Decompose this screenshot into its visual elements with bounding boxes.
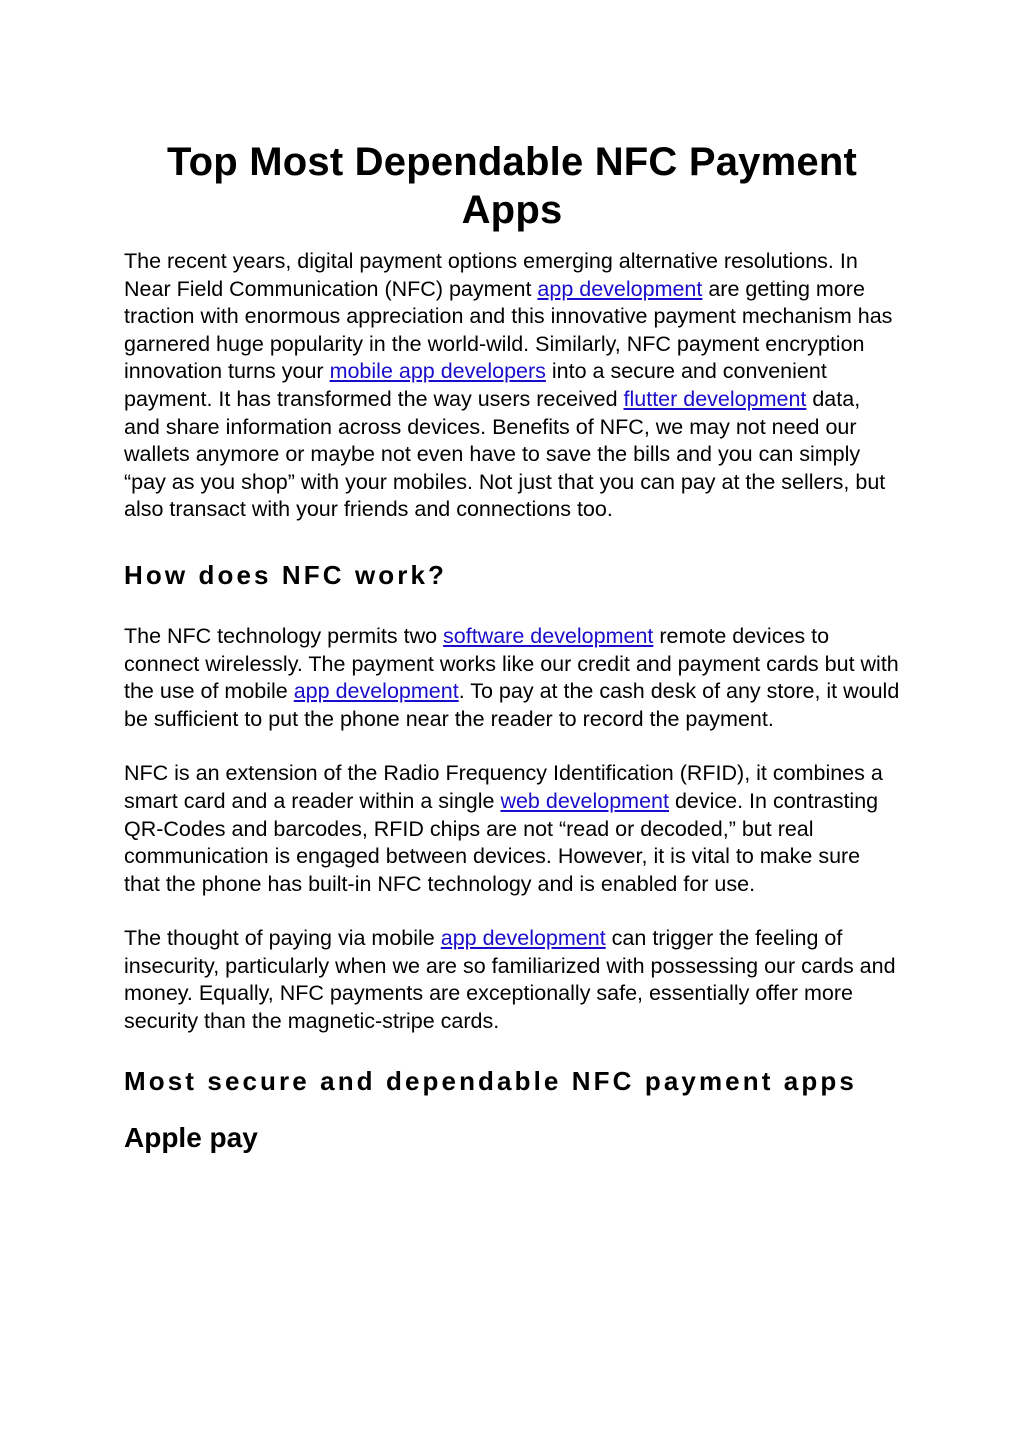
software-development-link[interactable]: software development [443,623,654,648]
intro-text-3: into a secure and convenient payment. It has transformed the way users received [124,359,827,411]
paragraph-text: device. In contrasting QR-Codes and barcodes, RFID chips are not “read or decoded,” but real communication is engaged between devices. However, it is vital to make sure that the phone has built-in NFC technology and is enabled for use. [124,788,879,896]
paragraph-text: The NFC technology permits two [124,623,444,648]
subheading-apple-pay: Apple pay [124,1121,258,1153]
app-development-link[interactable]: app development [293,679,459,704]
document-page [124,138,900,1155]
section-heading-secure-apps: Most secure and dependable NFC payment apps [124,1065,857,1096]
paragraph-text: NFC is an extension of the Radio Frequency Identification (RFID), it combines a smart card and a reader within a single [124,761,883,813]
nfc-technology-paragraph [124,623,900,733]
web-development-link[interactable]: web development [500,788,669,813]
intro-text-4: data, and share information across devices. Benefits of NFC, we may not need our wallets anymore or maybe not even have to save the bills and you can simply “pay as you shop” with your mobiles. Not just that you can pay at the sellers, but also transact with your friends and connections too. [124,386,886,522]
paragraph-text: The thought of paying via mobile [124,926,441,951]
intro-paragraph [124,248,900,524]
paragraph-text: . To pay at the cash desk of any store, it would be sufficient to put the phone near the reader to record the payment. [124,679,900,731]
security-paragraph [124,925,900,1035]
paragraph-text: remote devices to connect wirelessly. The payment works like our credit and payment cards but with the use of mobile [124,623,899,704]
intro-text-2: are getting more traction with enormous appreciation and this innovative payment mechanism has garnered huge popularity in the world-wild. Similarly, NFC payment encryption innovation turns your [124,276,893,384]
mobile-app-developers-link[interactable]: mobile app developers [329,359,546,384]
page-title: Top Most Dependable NFC Payment Apps [167,140,857,232]
paragraph-text: can trigger the feeling of insecurity, particularly when we are so familiarized with possessing our cards and money. Equally, NFC payments are exceptionally safe, essentially offer more security than the magnetic-stripe cards. [124,926,896,1034]
rfid-paragraph [124,760,900,898]
section-heading-how-nfc-works: How does NFC work? [124,559,448,590]
app-development-link[interactable]: app development [440,926,606,951]
intro-text-1: The recent years, digital payment options emerging alternative resolutions. In Near Field Communication (NFC) payment [124,249,858,301]
app-development-link[interactable]: app development [537,276,703,301]
flutter-development-link[interactable]: flutter development [623,386,807,411]
